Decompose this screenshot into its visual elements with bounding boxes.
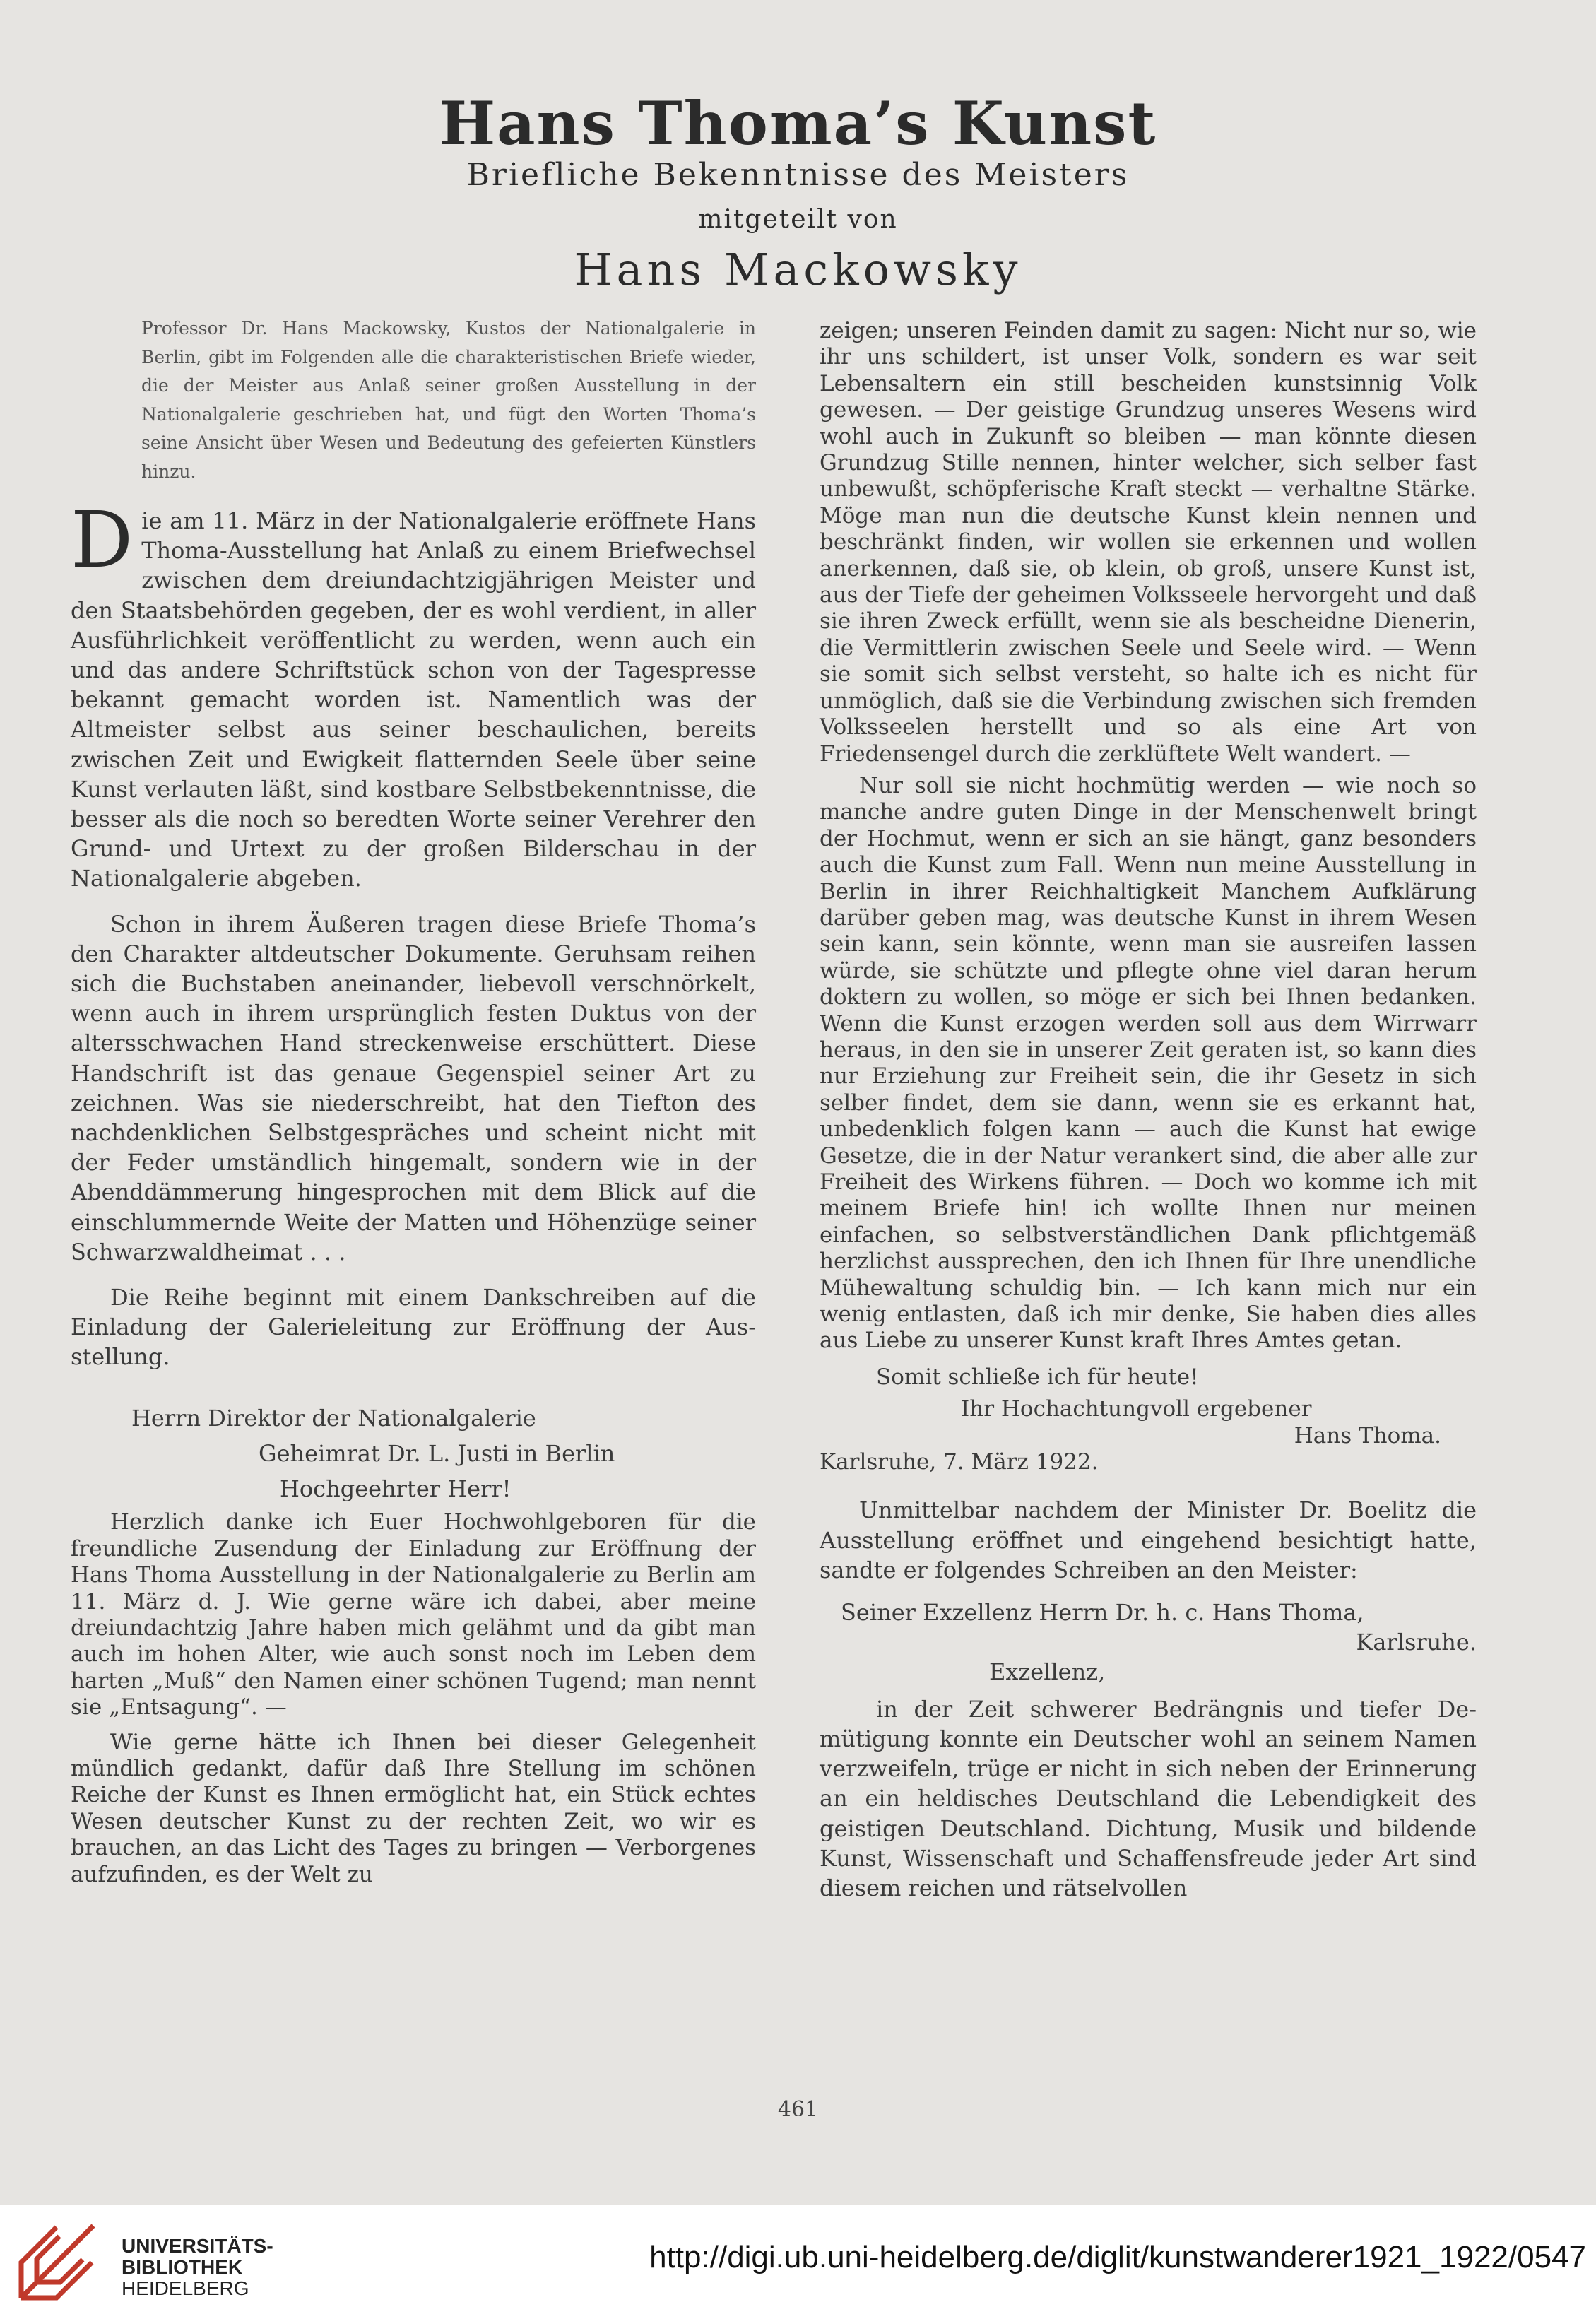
- intro-paragraph: Professor Dr. Hans Mackowsky, Kustos der Nationalgalerie in Berlin, gibt im Folgenden alle die charakteristischen Briefe wieder, die der Meister aus Anlaß seiner großen Ausstellung in der Nationalgalerie geschrieben hat, und fügt den Worten Thoma’s seine Ansicht über Wesen und Bedeutung des gefeierten Künstlers hinzu.: [141, 318, 756, 482]
- article-author: Hans Mackowsky: [574, 244, 1022, 295]
- letter-place-date: Karlsruhe, 7. März 1922.: [820, 1449, 1099, 1475]
- university-library-logo-icon: [16, 2220, 99, 2303]
- letter2-address-line-2: Karlsruhe.: [1356, 1629, 1477, 1656]
- page-number: 461: [777, 2097, 819, 2122]
- paragraph-2: Schon in ihrem Äußeren tragen diese Briefe Thoma’s den Charakter altdeutscher Dokumente. Geruhsam reihen sich die Buchstaben aneinander, liebevoll verschnörkelt, wenn auch in ihrem ursprünglich festen Duktus von der altersschwachen Hand streckenweise erschüttert. Diese Handschrift ist das genaue Gegenspiel seiner Art zu zeichnen. Was sie niederschreibt, hat den Tiefton des nachdenklichen Selbstgespräches und scheint nicht mit der Feder umständlich hingemalt, sondern wie in der Abenddämmerung hingesprochen mit dem Blick auf die einschlummernde Weite der Matten und Höhenzüge seiner Schwarzwaldheimat . . .: [71, 910, 756, 1265]
- letter-closing-2: Ihr Hochachtungvoll ergebener: [961, 1396, 1312, 1422]
- library-name-line-3: HEIDELBERG: [122, 2277, 249, 2299]
- letter2-paragraph-1: in der Zeit schwerer Bedrängnis und tiefer Demütigung konnte ein Deutscher wohl an seinem Namen verzweifeln, trüge er nicht in sich neben der Erinnerung an ein heldisches Deutschland die Lebendigkeit des geistigen Deutschland. Dichtung, Musik und bildende Kunst, Wissenschaft und Schaffensfreude jeder Art sind diesem reichen und rätselvollen: [820, 1695, 1477, 1901]
- digitization-footer: [0, 2205, 1596, 2319]
- library-name-line-1: UNIVERSITÄTS-: [122, 2235, 273, 2257]
- article-subtitle: Briefliche Bekenntnisse des Meisters: [466, 157, 1130, 193]
- letter-paragraph-1: Herzlich danke ich Euer Hochwohlgeboren für die freundliche Zusendung der Einladung zur Eröffnung der Hans Thoma Ausstellung in der Nationalgalerie zu Berlin am 11. März d. J. Wie gerne wäre ich dabei, aber meine dreiundachtzig Jahre haben mich gelähmt und da gibt man auch im hohen Alter, wie auch sonst noch im Leben dem harten „Muß“ den Namen einer schönen Tugend; man nennt sie „Entsagung“. —: [71, 1509, 756, 1721]
- article-title: Hans Thoma’s Kunst: [439, 88, 1157, 158]
- letter-paragraph-4: Nur soll sie nicht hochmütig werden — wie noch so manche andre guten Dinge in der Menschenwelt bringt der Hochmut, wenn er sich an sie hängt, ganz besonders auch die Kunst zum Fall. Wenn nun meine Ausstellung in Berlin in ihrer Reichhaltigkeit Manchem Aufklärung darüber geben mag, was deutsche Kunst in ihrem Wesen sein kann, sein könnte, wenn man sie ausreifen lassen würde, sie schützte und pflegte ohne viel daran herum doktern zu wollen, so möge er sich bei Ihnen bedanken. Wenn die Kunst erzogen werden soll aus dem Wirrwarr heraus, in den sie in unserer Zeit geraten ist, so kann dies nur Erziehung zur Freiheit sein, die ihr Gesetz in sich selber findet, dem sie dann, wenn sie es erkannt hat, unbedenklich folgen kann — auch die Kunst hat ewige Gesetze, die in der Natur verankert sind, die aber alle zur Freiheit des Wirkens führen. — Doch wo komme ich mit meinem Briefe hin! ich wollte Ihnen nur meinen einfachen, so selbstverständlichen Dank pflichtgemäß herzlichst aussprechen, den ich Ihnen für Ihre unendliche Mühewaltung schuldig bin. — Ich kann mich nur ein wenig entlasten, daß ich mir denke, Sie haben dies alles aus Liebe zu unserer Kunst kraft Ihres Amtes getan.: [820, 772, 1477, 1354]
- drop-cap: D: [71, 495, 134, 585]
- byline-prefix: mitgeteilt von: [698, 205, 898, 234]
- right-column: [820, 318, 1477, 1903]
- paragraph-1: [71, 495, 756, 894]
- paragraph-3: Die Reihe beginnt mit einem Dankschreiben auf die Einladung der Galerieleitung zur Eröffnung der Ausstellung.: [71, 1284, 756, 1371]
- letter-address-line-1: Herrn Direktor der Nationalgalerie: [131, 1404, 536, 1432]
- letter-signature: Hans Thoma.: [1294, 1422, 1441, 1448]
- letter-paragraph-3: zeigen; unseren Feinden damit zu sagen: Nicht nur so, wie ihr uns schildert, ist unser Volk, sondern es war seit Lebensaltern ein still bescheiden kunstsinnig Volk gewesen. — Der geistige Grundzug unseres Wesens wird wohl auch in Zukunft so bleiben — man könnte diesen Grundzug Stille nennen, hinter welcher, sich selber fast unbewußt, schöpferische Kraft steckt — verhaltne Stärke. Möge man nun die deutsche Kunst klein nennen und beschränkt finden, wir wollen sie erkennen und wollen anerkennen, daß sie, ob klein, ob groß, unsere Kunst ist, aus der Tiefe der geheimen Volksseele hervorgeht und daß sie ihren Zweck erfüllt, wenn sie als bescheidne Dienerin, die Vermittlerin zwischen Seele und Seele wird. — Wenn sie somit sich selbst versteht, so halte ich es nicht für unmöglich, daß sie die Verbindung zwischen sich fremden Volksseelen herstellt und so als eine Art von Friedensengel durch die zerklüftete Welt wandert. —: [820, 318, 1477, 767]
- letter2-address-line-1: Seiner Exzellenz Herrn Dr. h. c. Hans Thoma,: [841, 1599, 1364, 1627]
- left-column: [71, 314, 756, 1888]
- source-url-link[interactable]: http://digi.ub.uni-heidelberg.de/diglit/kunstwanderer1921_1922/0547: [649, 2240, 1586, 2274]
- letter-closing-1: Somit schließe ich für heute!: [876, 1364, 1199, 1390]
- paragraph-4: Unmittelbar nachdem der Minister Dr. Boelitz die Ausstellung eröffnet und eingehend besichtigt hatte, sandte er folgendes Schreiben an den Meister:: [820, 1497, 1477, 1583]
- letter-salutation: Hochgeehrter Herr!: [280, 1475, 512, 1503]
- letter-paragraph-2: Wie gerne hätte ich Ihnen bei dieser Gelegenheit mündlich gedankt, dafür daß Ihre Stellung im schönen Reiche der Kunst es Ihnen ermöglicht hat, ein Stück echtes Wesen deutscher Kunst zu der rechten Zeit, wo wir es brauchen, an das Licht des Tages zu bringen — Verborgenes aufzufinden, es der Welt zu: [71, 1729, 756, 1887]
- letter2-salutation: Exzellenz,: [989, 1658, 1106, 1686]
- library-name-line-2: BIBLIOTHEK: [122, 2256, 243, 2278]
- paragraph-1-text: ie am 11. März in der Nationalgalerie eröffnete Hans Thoma-Ausstellung hat Anlaß zu einem Briefwechsel zwischen dem dreiundachtzigjährigen Meister und den Staatsbehörden gegeben, der es wohl verdient, in aller Ausführlichkeit veröffentlicht zu werden, wenn auch ein und das andere Schriftstück schon von der Tagespresse bekannt gemacht worden ist. Namentlich was der Altmeister selbst aus seiner beschaulichen, bereits zwischen Zeit und Ewigkeit flatternden Seele über seine Kunst verlauten läßt, sind kostbare Selbstbekenntnisse, die besser als die noch so beredten Worte seiner Verehrer den Grund- und Urtext zu der großen Bilderschau in der Nationalgalerie abgeben.: [71, 507, 756, 892]
- library-name: [122, 2236, 273, 2300]
- letter-address-line-2: Geheimrat Dr. L. Justi in Berlin: [259, 1439, 615, 1467]
